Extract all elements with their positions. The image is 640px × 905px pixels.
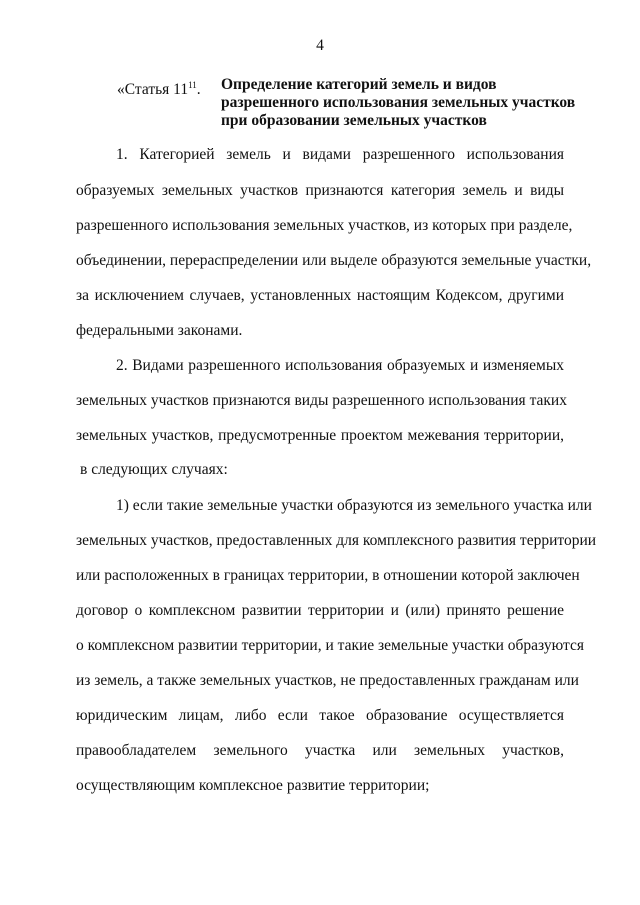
item-1-line: из земель, а также земельных участков, не предоставленных гражданам или: [76, 672, 579, 689]
article-label-superscript: 11: [188, 80, 197, 90]
page-number: 4: [316, 37, 324, 54]
item-1-line: о комплексном развитии территории, и такие земельные участки образуются: [76, 637, 584, 654]
paragraph-1-line: разрешенного использования земельных участков, из которых при разделе,: [76, 217, 573, 234]
paragraph-1-line: за исключением случаев, установленных настоящим Кодексом, другими: [76, 287, 564, 304]
paragraph-2-line: земельных участков, предусмотренные проектом межевания территории,: [76, 427, 564, 444]
paragraph-2-line: 2. Видами разрешенного использования образуемых и изменяемых: [116, 357, 564, 374]
article-title: [221, 76, 581, 130]
item-1-line: 1) если такие земельные участки образуются из земельного участка или: [116, 497, 592, 514]
article-title-line: при образовании земельных участков: [221, 112, 487, 129]
item-1-line: правообладателем земельного участка или земельных участков,: [76, 742, 564, 759]
article-title-line: разрешенного использования земельных участков: [221, 94, 576, 111]
paragraph-1-line: образуемых земельных участков признаются категория земель и виды: [76, 182, 564, 199]
article-label: «Статья $11^{11}$.: [117, 80, 201, 98]
item-1-line: осуществляющим комплексное развитие территории;: [76, 777, 430, 794]
item-1-line: земельных участков, предоставленных для комплексного развития территории: [76, 532, 597, 549]
article-title-line: Определение категорий земель и видов: [221, 76, 497, 93]
paragraph-2-line: в следующих случаях:: [80, 461, 228, 478]
item-1-line: договор о комплексном развитии территории и (или) принято решение: [76, 602, 564, 619]
paragraph-1-line: объединении, перераспределении или выделе образуются земельные участки,: [76, 252, 592, 269]
paragraph-1-line: федеральными законами.: [76, 322, 243, 339]
paragraph-2-line: земельных участков признаются виды разрешенного использования таких: [76, 392, 567, 409]
paragraph-1-line: 1. Категорией земель и видами разрешенного использования: [116, 146, 564, 163]
item-1-line: юридическим лицам, либо если такое образование осуществляется: [76, 707, 564, 724]
item-1-line: или расположенных в границах территории, в отношении которой заключен: [76, 567, 580, 584]
